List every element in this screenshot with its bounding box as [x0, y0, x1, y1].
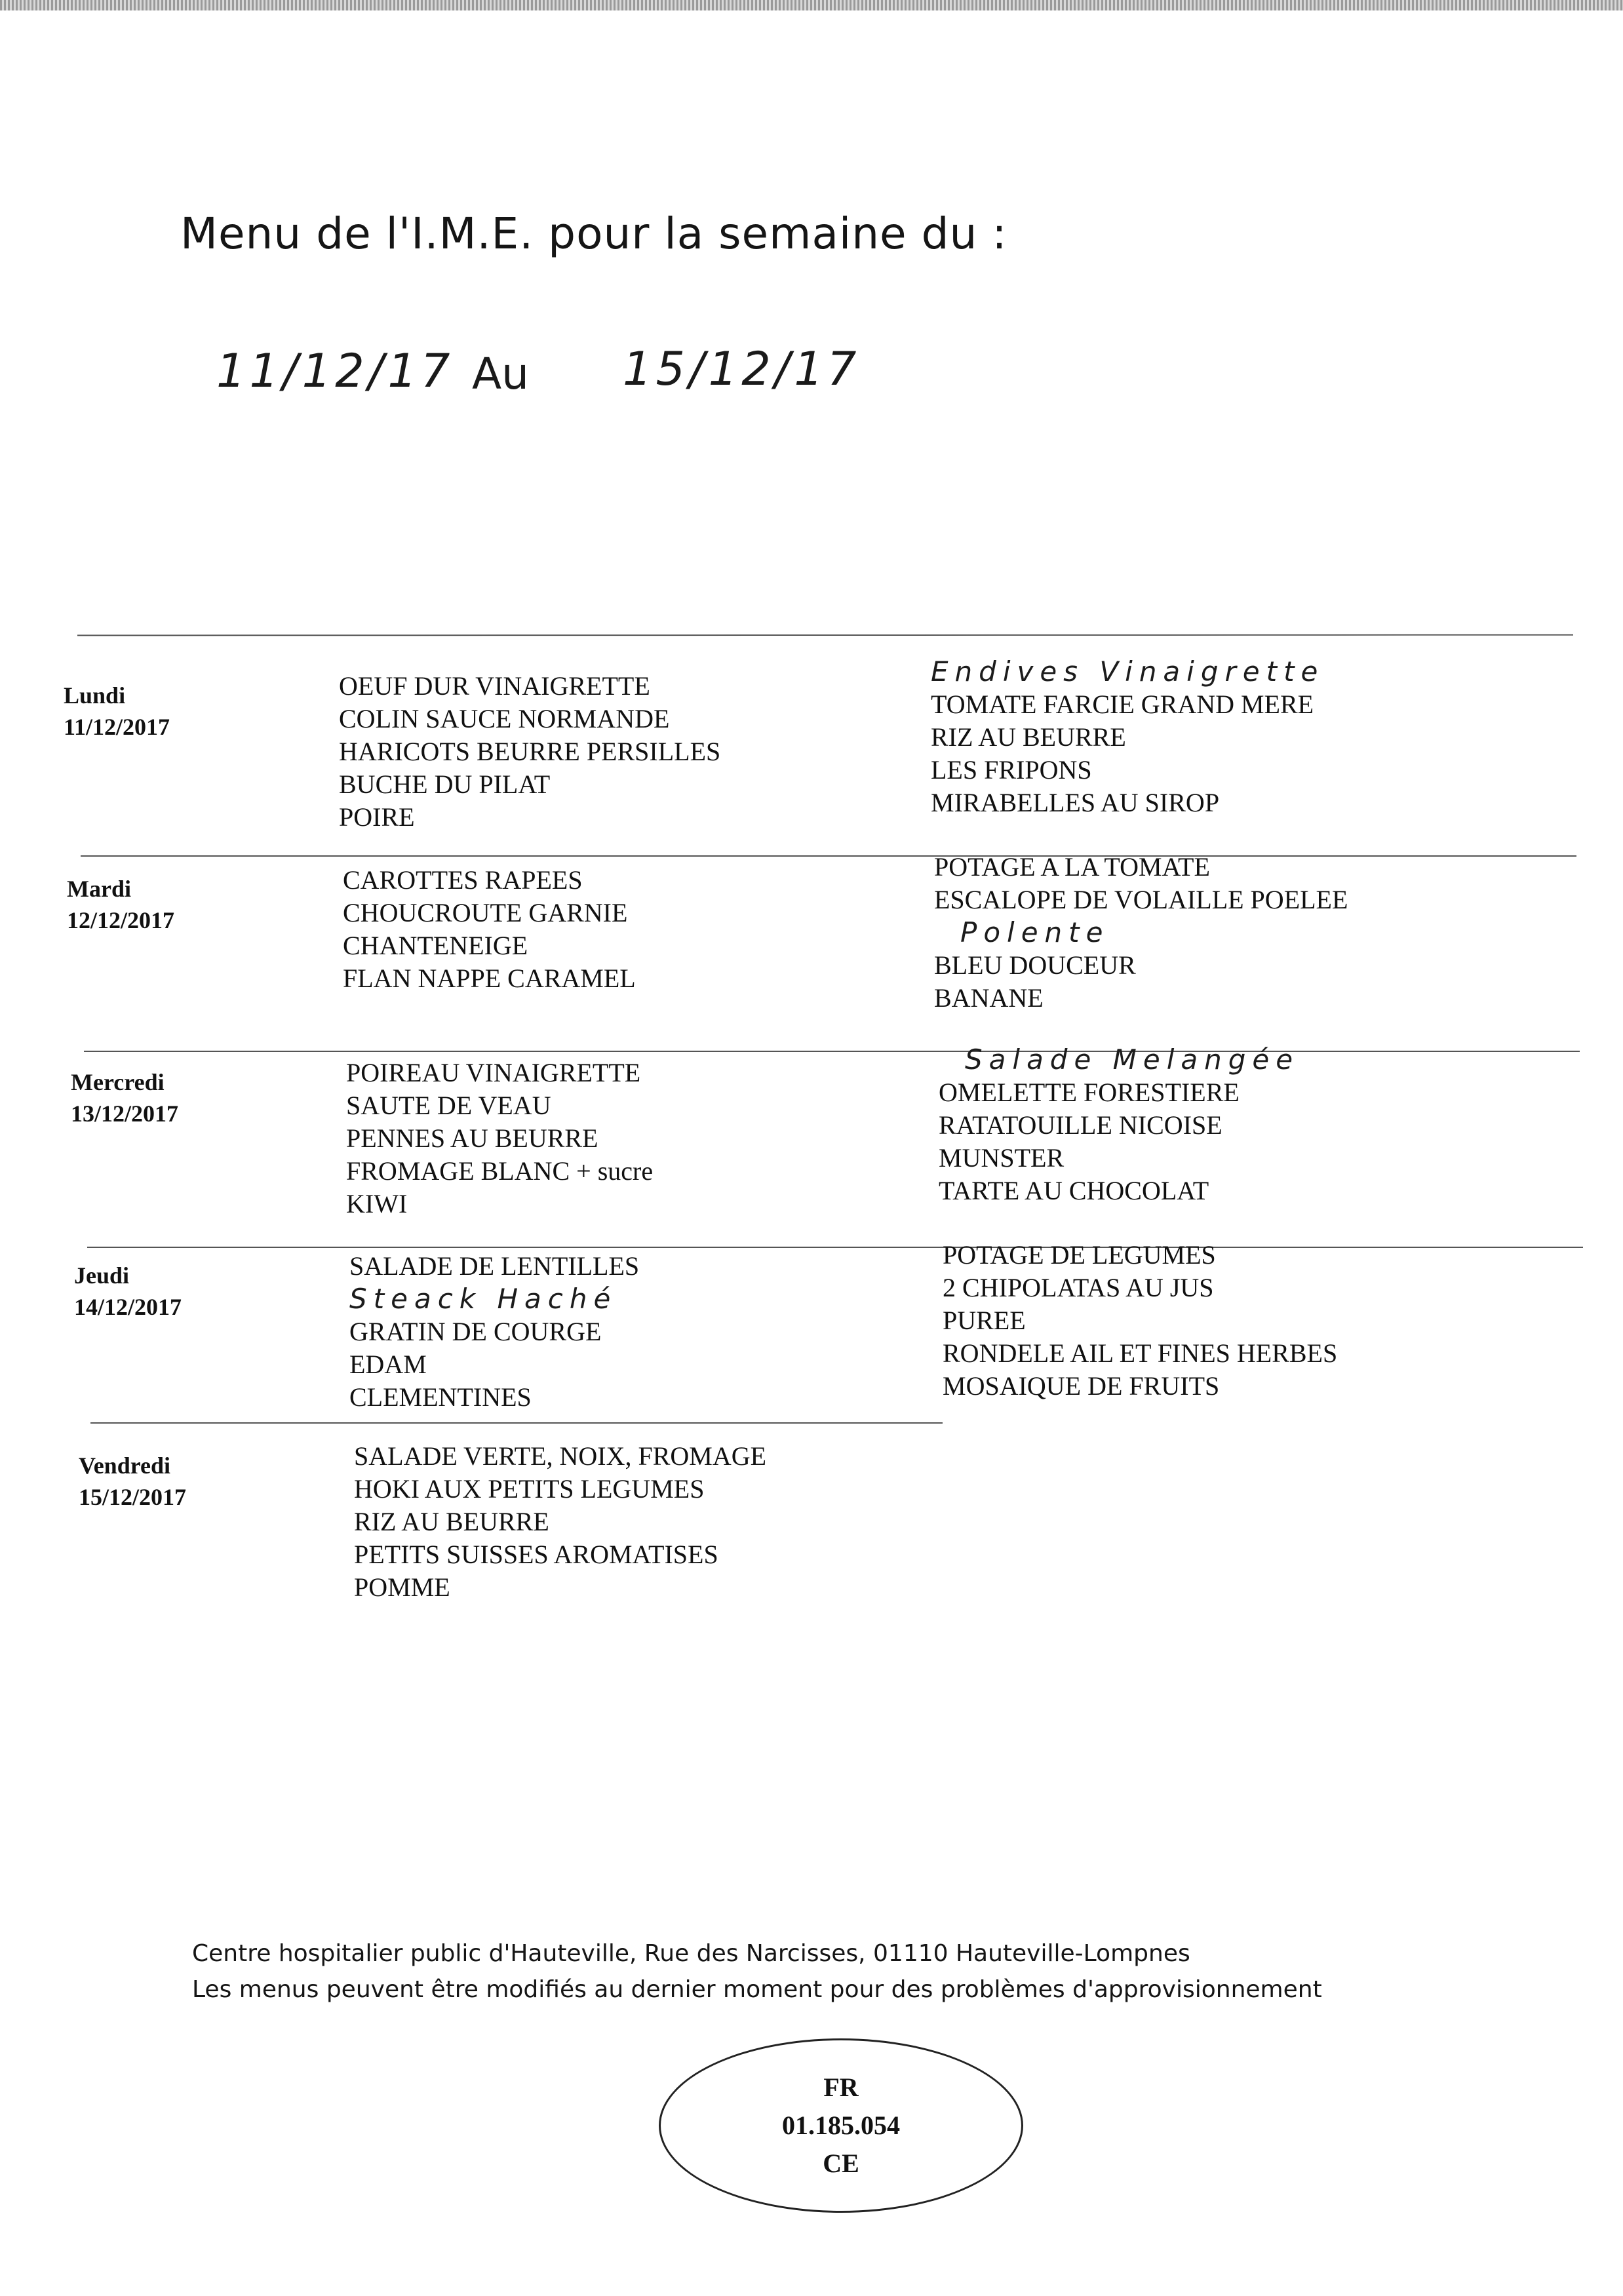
date-separator: Au [472, 349, 529, 399]
menu-item: MUNSTER [939, 1143, 1065, 1173]
menu-item: OEUF DUR VINAIGRETTE [339, 671, 650, 701]
menu-item: EDAM [349, 1350, 427, 1379]
divider-line [77, 634, 1573, 636]
day-date: 15/12/2017 [79, 1484, 187, 1510]
dinner-menu [934, 851, 1348, 1015]
handwritten-menu-item: Polente [960, 916, 1110, 948]
menu-item: CAROTTES RAPEES [343, 865, 583, 895]
menu-item: FROMAGE BLANC + sucre [346, 1156, 654, 1186]
day-date: 12/12/2017 [67, 907, 175, 933]
stamp-approval-number: 01.185.054 [782, 2111, 900, 2140]
menu-item: POMME [354, 1572, 450, 1602]
menu-item: GRATIN DE COURGE [349, 1317, 602, 1346]
dinner-menu [931, 655, 1324, 819]
page-title: Menu de l'I.M.E. pour la semaine du : [180, 208, 1007, 259]
menu-item: OMELETTE FORESTIERE [939, 1078, 1240, 1107]
menu-item: SAUTE DE VEAU [346, 1091, 551, 1120]
footer-notice: Les menus peuvent être modifiés au dernier moment pour des problèmes d'approvisionnement [192, 1976, 1322, 2003]
scan-top-border [0, 0, 1623, 10]
lunch-menu [346, 1057, 653, 1220]
menu-item: BLEU DOUCEUR [934, 950, 1136, 980]
menu-item: CHOUCROUTE GARNIE [343, 898, 628, 927]
divider-line [81, 855, 1576, 857]
menu-item: BANANE [934, 983, 1044, 1013]
menu-item: PENNES AU BEURRE [346, 1123, 598, 1153]
menu-item: CHANTENEIGE [343, 931, 528, 960]
day-date: 14/12/2017 [74, 1294, 182, 1320]
divider-line [87, 1247, 1583, 1248]
menu-item: FLAN NAPPE CARAMEL [343, 963, 636, 993]
menu-item: POIREAU VINAIGRETTE [346, 1058, 641, 1087]
day-date: 11/12/2017 [64, 714, 170, 740]
divider-line [84, 1051, 1580, 1052]
day-name: Lundi [64, 682, 126, 709]
footer-address: Centre hospitalier public d'Hauteville, Rue des Narcisses, 01110 Hauteville-Lompnes [192, 1940, 1190, 1967]
lunch-menu [343, 864, 636, 995]
dinner-menu [943, 1239, 1337, 1403]
day-name: Mardi [67, 876, 131, 902]
dinner-menu [939, 1043, 1299, 1207]
menu-item: TARTE AU CHOCOLAT [939, 1176, 1209, 1205]
menu-item: RIZ AU BEURRE [354, 1507, 549, 1536]
menu-item: RATATOUILLE NICOISE [939, 1110, 1222, 1140]
lunch-menu [349, 1250, 639, 1414]
menu-item: RONDELE AIL ET FINES HERBES [943, 1338, 1338, 1368]
handwritten-date-from: 11/12/17 [216, 344, 454, 398]
menu-item: PUREE [943, 1306, 1026, 1335]
menu-item: MOSAIQUE DE FRUITS [943, 1371, 1220, 1401]
divider-line [90, 1422, 943, 1424]
day-name: Mercredi [71, 1069, 165, 1095]
day-date: 13/12/2017 [71, 1100, 179, 1127]
lunch-menu [354, 1440, 766, 1604]
day-name: Jeudi [74, 1262, 130, 1289]
handwritten-menu-item: Endives Vinaigrette [931, 655, 1325, 688]
menu-item: POIRE [339, 802, 415, 832]
menu-item: ESCALOPE DE VOLAILLE POELEE [934, 885, 1348, 914]
lunch-menu [339, 670, 720, 834]
menu-item: COLIN SAUCE NORMANDE [339, 704, 670, 733]
menu-item: CLEMENTINES [349, 1382, 532, 1412]
menu-item: POTAGE A LA TOMATE [934, 852, 1210, 882]
menu-item: RIZ AU BEURRE [931, 722, 1126, 752]
stamp-ce: CE [823, 2149, 859, 2178]
menu-item: TOMATE FARCIE GRAND MERE [931, 690, 1314, 719]
menu-item: PETITS SUISSES AROMATISES [354, 1540, 718, 1569]
menu-item: HOKI AUX PETITS LEGUMES [354, 1474, 705, 1504]
day-name: Vendredi [79, 1452, 171, 1479]
menu-item: 2 CHIPOLATAS AU JUS [943, 1273, 1214, 1302]
menu-item: HARICOTS BEURRE PERSILLES [339, 737, 721, 766]
menu-item: KIWI [346, 1189, 408, 1218]
stamp-country: FR [823, 2072, 859, 2102]
handwritten-date-to: 15/12/17 [623, 342, 861, 396]
menu-item: MIRABELLES AU SIROP [931, 788, 1220, 817]
menu-item: SALADE VERTE, NOIX, FROMAGE [354, 1441, 767, 1471]
menu-item: BUCHE DU PILAT [339, 769, 551, 799]
menu-item: SALADE DE LENTILLES [349, 1251, 640, 1281]
health-mark-stamp [659, 2038, 1023, 2213]
handwritten-menu-item: Steack Haché [349, 1283, 617, 1315]
menu-item: LES FRIPONS [931, 755, 1092, 785]
handwritten-menu-item: Salade Melangée [965, 1043, 1300, 1076]
menu-item: POTAGE DE LEGUMES [943, 1240, 1216, 1270]
